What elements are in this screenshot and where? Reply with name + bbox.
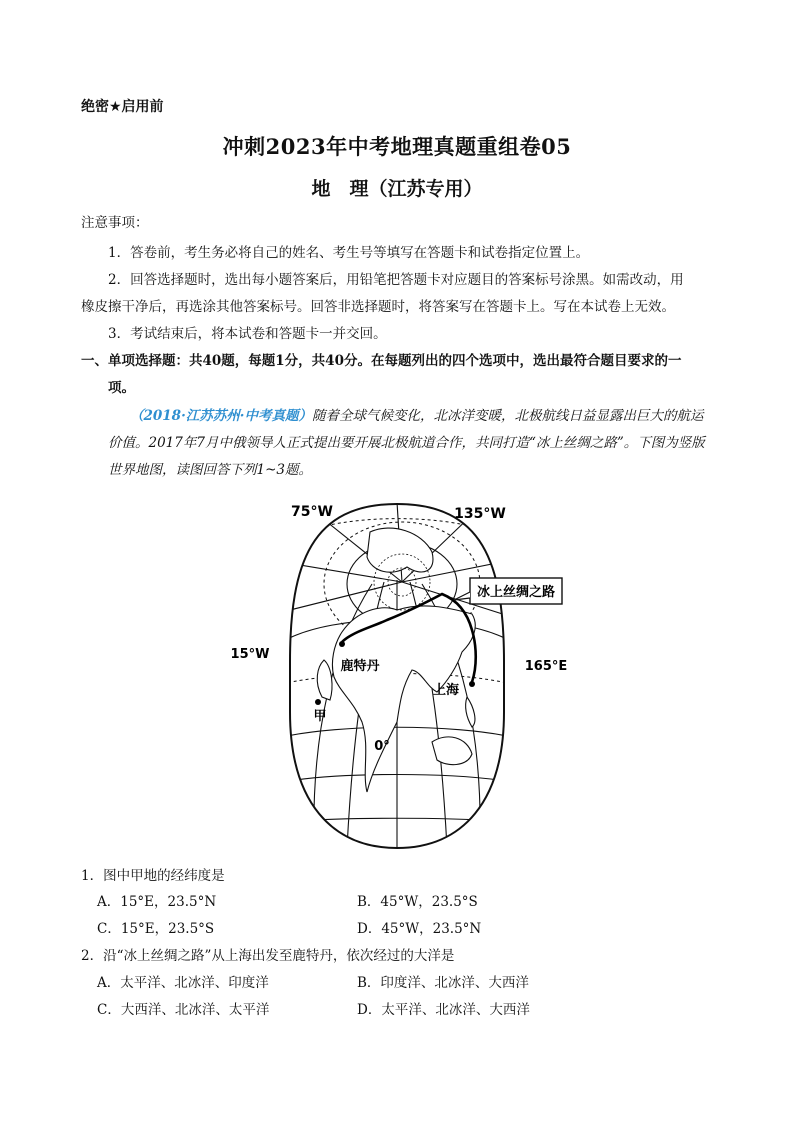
exam-subtitle: 地 理（江苏专用） — [311, 178, 483, 200]
label-rotterdam: 鹿特丹 — [340, 659, 380, 674]
question-1-stem: 1．图中甲地的经纬度是 — [81, 868, 225, 884]
passage-line-3: 世界地图，读图回答下列1~3题。 — [108, 462, 312, 478]
notice-item-3: 3．考试结束后，将本试卷和答题卡一并交回。 — [108, 326, 387, 342]
passage-line-1 — [130, 406, 703, 426]
question-1-option-b: B．45°W，23.5°S — [357, 894, 478, 910]
question-2-option-a: A．太平洋、北冰洋、印度洋 — [97, 975, 269, 991]
shanghai-point — [469, 681, 475, 687]
question-2-option-b: B．印度洋、北冰洋、大西洋 — [357, 975, 529, 991]
exam-title: 冲刺2023年中考地理真题重组卷05 — [222, 134, 572, 159]
notice-item-2: 2．回答选择题时，选出每小题答案后，用铅笔把答题卡对应题目的答案标号涂黑。如需改动，用 — [108, 272, 684, 288]
label-15w: 15°W — [230, 647, 270, 662]
question-source: （2018·江苏苏州·中考真题） — [130, 408, 312, 424]
question-2-option-c: C．大西洋、北冰洋、太平洋 — [97, 1002, 270, 1018]
question-1-option-d: D．45°W，23.5°N — [357, 921, 482, 937]
route-callout-label: 冰上丝绸之路 — [476, 585, 556, 600]
notice-item-2-cont: 橡皮擦干净后，再选涂其他答案标号。回答非选择题时，将答案写在答题卡上。写在本试卷上无效。 — [81, 299, 675, 315]
question-2-stem: 2．沿“冰上丝绸之路”从上海出发至鹿特丹，依次经过的大洋是 — [81, 948, 455, 964]
question-1-option-a: A．15°E，23.5°N — [97, 894, 217, 910]
label-165e: 165°E — [524, 659, 568, 674]
question-1-option-c: C．15°E，23.5°S — [97, 921, 215, 937]
label-equator: 0° — [374, 739, 390, 754]
section-heading: 一、单项选择题：共40题，每题1分，共40分。在每题列出的四个选项中，选出最符合题目要求的一 — [81, 353, 682, 369]
label-jia: 甲 — [313, 709, 327, 724]
secret-label: 绝密★启用前 — [81, 99, 164, 115]
notice-item-1: 1．答卷前，考生务必将自己的姓名、考生号等填写在答题卡和试卷指定位置上。 — [108, 245, 590, 261]
notice-heading: 注意事项： — [81, 215, 149, 231]
passage-text-1: 随着全球气候变化，北冰洋变暖，北极航线日益显露出巨大的航运 — [311, 408, 704, 424]
section-heading-cont: 项。 — [108, 380, 135, 396]
vertical-world-map — [222, 492, 572, 854]
label-shanghai: 上海 — [432, 683, 460, 698]
point-jia — [315, 699, 321, 705]
rotterdam-point — [339, 641, 345, 647]
passage-line-2: 价值。2017年7月中俄领导人正式提出要开展北极航道合作，共同打造“冰上丝绸之路”。下图为竖版 — [108, 435, 705, 451]
label-75w: 75°W — [291, 504, 333, 520]
question-2-option-d: D．太平洋、北冰洋、大西洋 — [357, 1002, 530, 1018]
label-135w: 135°W — [454, 506, 506, 522]
callout-pointer — [454, 592, 470, 600]
